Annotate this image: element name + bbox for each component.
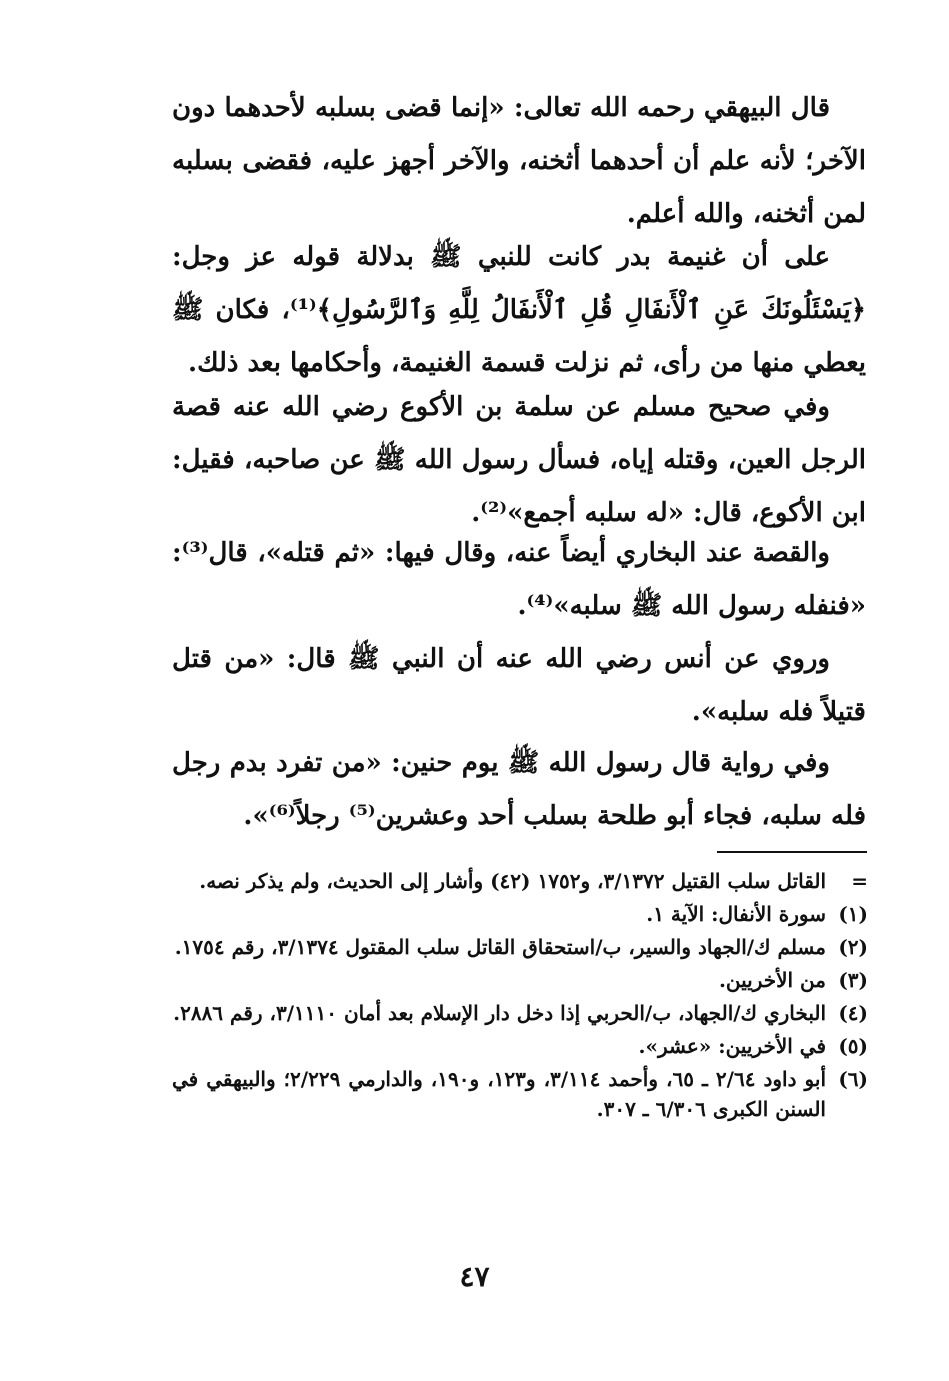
footnote-2	[172, 932, 868, 962]
paragraph-text: والقصة عند البخاري أيضاً عنه، وقال فيها: «ثم قتله»، قال⁽³⁾: «فنفله رسول الله ﷺ سلبه»⁽⁴⁾.	[172, 538, 866, 621]
footnote-marker: (٤)	[838, 1001, 868, 1025]
footnote-6	[172, 1064, 868, 1124]
footnote-text: القاتل سلب القتيل ٣/١٣٧٢، و١٧٥٢ (٤٢) وأشار إلى الحديث، ولم يذكر نصه.	[199, 869, 826, 893]
paragraph-5	[172, 633, 866, 739]
paragraph-text: وفي صحيح مسلم عن سلمة بن الأكوع رضي الله عنه قصة الرجل العين، وقتله إياه، فسأل رسول الله ﷺ عن صاحبه، فقيل: ابن الأكوع، قال: «له سلبه أجمع»⁽²⁾.	[172, 392, 866, 528]
paragraph-text: وروي عن أنس رضي الله عنه أن النبي ﷺ قال: «من قتل قتيلاً فله سلبه».	[172, 644, 866, 727]
footnote-3	[172, 965, 868, 995]
paragraph-4	[172, 527, 866, 633]
footnote-1	[172, 899, 868, 929]
footnote-marker: =	[851, 869, 868, 893]
footnote-marker: (١)	[838, 902, 868, 926]
footnote-text: سورة الأنفال: الآية ١.	[646, 902, 826, 926]
footnote-marker: (٦)	[838, 1067, 868, 1091]
footnote-text: من الأخريين.	[718, 968, 826, 992]
paragraph-6	[172, 737, 866, 843]
footnote-divider	[717, 851, 867, 853]
footnote-continued	[172, 866, 868, 896]
paragraph-text: على أن غنيمة بدر كانت للنبي ﷺ بدلالة قوله عز وجل: ﴿يَسْئَلُونَكَ عَنِ ٱلْأَنفَالِ قُلِ ٱلْأَنفَالُ لِلَّهِ وَٱلرَّسُولِ﴾⁽¹⁾، فكان ﷺ يعطي منها من رأى، ثم نزلت قسمة الغنيمة، وأحكامها بعد ذلك.	[172, 242, 867, 378]
paragraph-2	[172, 231, 866, 390]
footnote-text: البخاري ك/الجهاد، ب/الحربي إذا دخل دار الإسلام بعد أمان ٣/١١١٠، رقم ٢٨٨٦.	[173, 1001, 826, 1025]
footnote-text: أبو داود ٢/٦٤ ـ ٦٥، وأحمد ٣/١١٤، و١٢٣، و١٩٠، والدارمي ٢/٢٢٩؛ والبيهقي في السنن الكبرى ٦/٣٠٦ ـ ٣٠٧.	[172, 1067, 827, 1121]
footnote-text: في الأخريين: «عشر».	[638, 1034, 826, 1058]
footnote-text: مسلم ك/الجهاد والسير، ب/استحقاق القاتل سلب المقتول ٣/١٣٧٤، رقم ١٧٥٤.	[174, 935, 826, 959]
footnote-marker: (٢)	[838, 935, 868, 959]
paragraph-text: وفي رواية قال رسول الله ﷺ يوم حنين: «من تفرد بدم رجل فله سلبه، فجاء أبو طلحة بسلب أحد وعشرين⁽⁵⁾ رجلاً⁽⁶⁾».	[172, 748, 866, 831]
paragraph-1	[172, 82, 866, 241]
footnotes	[172, 866, 868, 1127]
footnote-5	[172, 1031, 868, 1061]
footnote-marker: (٣)	[838, 968, 868, 992]
paragraph-text: قال البيهقي رحمه الله تعالى: «إنما قضى بسلبه لأحدهما دون الآخر؛ لأنه علم أن أحدهما أثخنه، والآخر أجهز عليه، فقضى بسلبه لمن أثخنه، والله أعلم.	[172, 93, 866, 229]
paragraph-3	[172, 381, 866, 540]
footnote-marker: (٥)	[838, 1034, 868, 1058]
page-number: ٤٧	[459, 1260, 490, 1293]
footnote-4	[172, 998, 868, 1028]
